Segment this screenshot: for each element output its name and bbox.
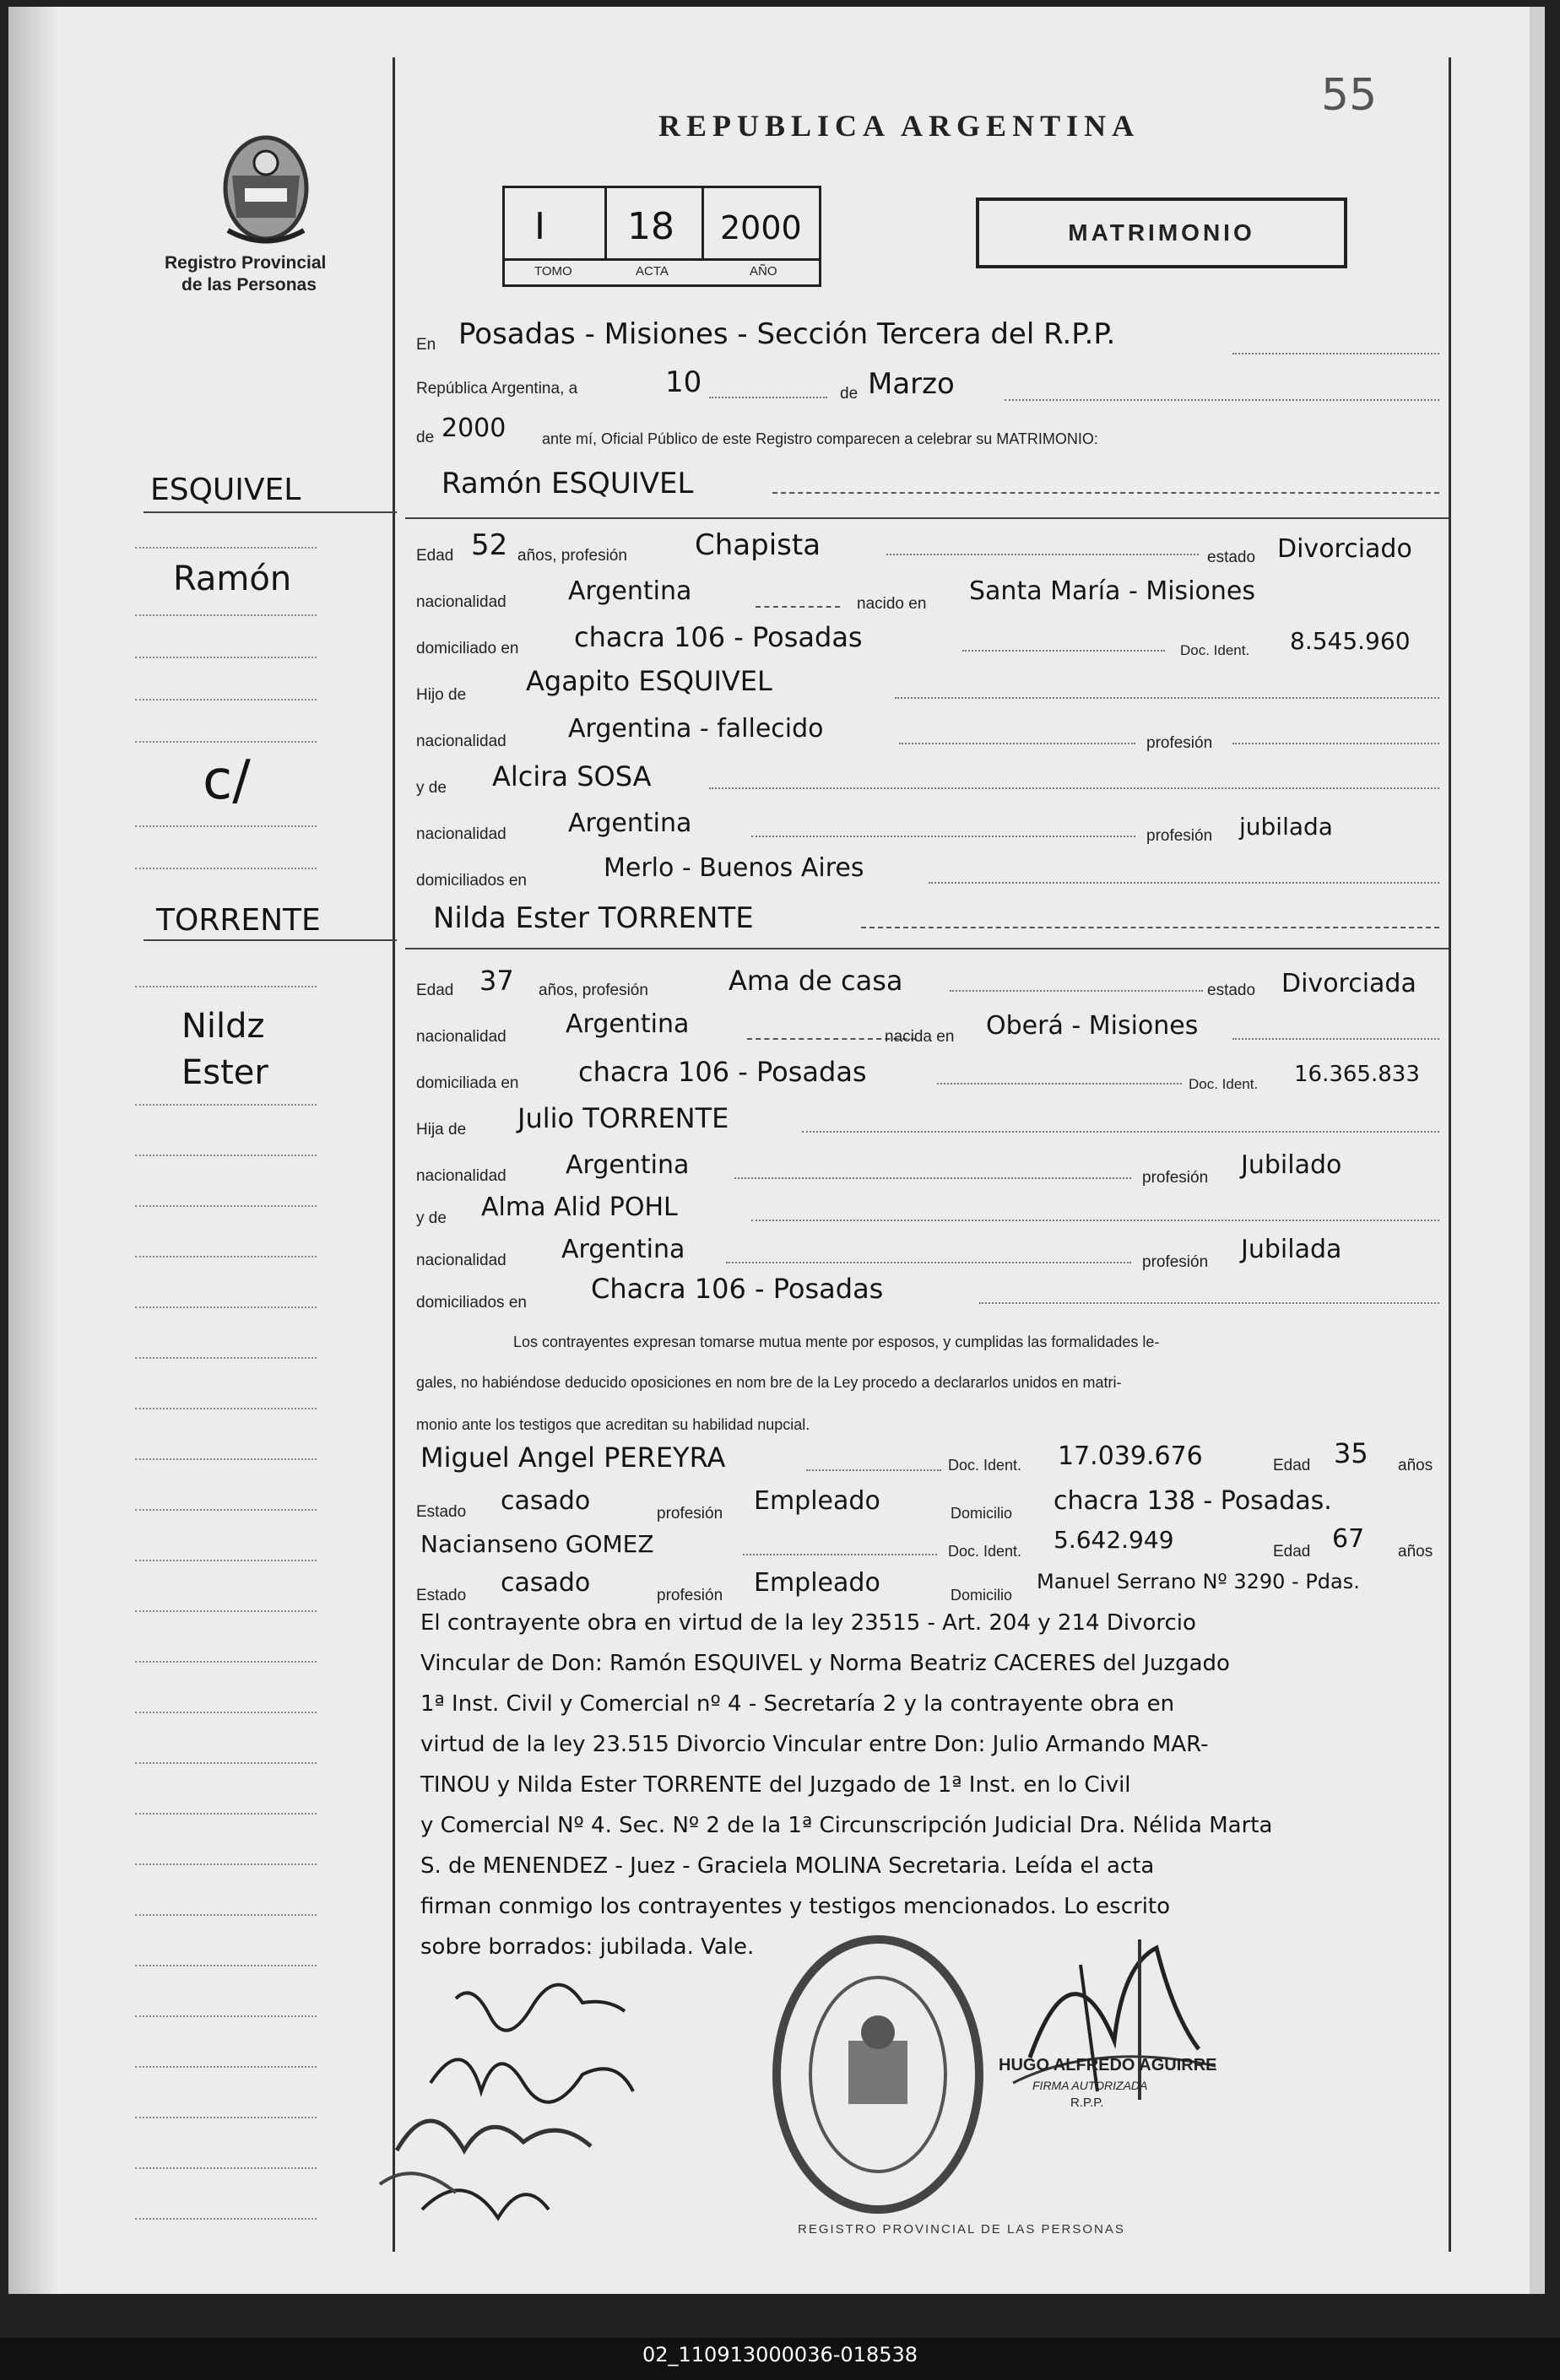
margin-dotted-line bbox=[135, 1712, 317, 1713]
doc-label: Doc. Ident. bbox=[948, 1543, 1022, 1560]
margin-dotted-line bbox=[135, 1610, 317, 1612]
margin-dotted-line bbox=[135, 741, 317, 743]
groom-father: Agapito ESQUIVEL bbox=[526, 665, 772, 697]
acta-label: ACTA bbox=[636, 264, 669, 279]
registry-stamp-icon bbox=[768, 1931, 988, 2218]
note-line: virtud de la ley 23.515 Divorcio Vincular entre Don: Julio Armando MAR- bbox=[420, 1732, 1209, 1757]
profession-label: profesión bbox=[657, 1587, 723, 1604]
groom-parents-domicile: Merlo - Buenos Aires bbox=[604, 853, 864, 883]
note-line: y Comercial Nº 4. Sec. Nº 2 de la 1ª Circunscripción Judicial Dra. Nélida Marta bbox=[420, 1813, 1273, 1838]
country-title: REPUBLICA ARGENTINA bbox=[658, 109, 1140, 143]
bride-mother: Alma Alid POHL bbox=[481, 1193, 678, 1222]
parents-domicile-label: domiciliados en bbox=[416, 872, 527, 890]
bride-edad-label: Edad bbox=[416, 982, 454, 999]
groom-domicile: chacra 106 - Posadas bbox=[574, 621, 863, 653]
note-line: S. de MENENDEZ - Juez - Graciela MOLINA Secretaria. Leída el acta bbox=[420, 1853, 1155, 1879]
margin-underline bbox=[144, 939, 397, 941]
margin-dotted-line bbox=[135, 986, 317, 987]
margin-separator: c/ bbox=[203, 749, 251, 812]
bride-estado-label: estado bbox=[1207, 982, 1256, 999]
bride-full-name: Nilda Ester TORRENTE bbox=[433, 901, 754, 935]
file-id: 02_110913000036-018538 bbox=[642, 2343, 918, 2366]
nationality-label: nacionalidad bbox=[416, 1167, 506, 1185]
domicilio-label: Domicilio bbox=[951, 1505, 1013, 1522]
margin-dotted-line bbox=[135, 1813, 317, 1815]
note-line: firman conmigo los contrayentes y testigos mencionados. Lo escrito bbox=[420, 1894, 1171, 1919]
en-label: En bbox=[416, 336, 436, 354]
fill-line bbox=[806, 1469, 941, 1471]
margin-bride-name1: Nildz bbox=[181, 1007, 265, 1046]
margin-dotted-line bbox=[135, 825, 317, 827]
margin-dotted-line bbox=[135, 2066, 317, 2068]
witness1-doc: 17.039.676 bbox=[1058, 1442, 1203, 1471]
hija-label: Hija de bbox=[416, 1121, 467, 1139]
registry-name-line1: Registro Provincial bbox=[165, 253, 327, 273]
nationality-label: nacionalidad bbox=[416, 825, 506, 843]
groom-estado-label: estado bbox=[1207, 549, 1256, 566]
year: 2000 bbox=[441, 414, 506, 443]
fill-line bbox=[1232, 353, 1439, 354]
parents-domicile-label: domiciliados en bbox=[416, 1294, 527, 1312]
margin-dotted-line bbox=[135, 1256, 317, 1258]
margin-dotted-line bbox=[135, 2167, 317, 2169]
witness2-profession: Empleado bbox=[754, 1568, 880, 1598]
stamp-text: REGISTRO PROVINCIAL DE LAS PERSONAS bbox=[798, 2222, 1125, 2237]
witness1-domicile: chacra 138 - Posadas. bbox=[1054, 1486, 1332, 1516]
margin-dotted-line bbox=[135, 1458, 317, 1460]
nationality-label: nacionalidad bbox=[416, 593, 506, 611]
margin-dotted-line bbox=[135, 1965, 317, 1966]
margin-dotted-line bbox=[135, 657, 317, 658]
ano-value: 2000 bbox=[720, 209, 802, 246]
domicile-label: domiciliada en bbox=[416, 1074, 519, 1092]
witness1-profession: Empleado bbox=[754, 1486, 880, 1516]
groom-nationality: Argentina bbox=[568, 576, 692, 606]
y-de-label: y de bbox=[416, 779, 447, 797]
de-label: de bbox=[840, 385, 859, 403]
note-line: Vincular de Don: Ramón ESQUIVEL y Norma Beatriz CACERES del Juzgado bbox=[420, 1651, 1230, 1676]
note-line: El contrayente obra en virtud de la ley 23515 - Art. 204 y 214 Divorcio bbox=[420, 1610, 1196, 1636]
ano-label: AÑO bbox=[750, 264, 777, 279]
margin-dotted-line bbox=[135, 1306, 317, 1308]
anos-label: años bbox=[1398, 1457, 1433, 1474]
fill-line bbox=[886, 554, 1199, 555]
witness2-domicile: Manuel Serrano Nº 3290 - Pdas. bbox=[1037, 1570, 1360, 1593]
profession-label: profesión bbox=[657, 1505, 723, 1523]
margin-dotted-line bbox=[135, 699, 317, 700]
fill-line bbox=[734, 1177, 1131, 1179]
fill-line bbox=[937, 1083, 1182, 1085]
declaration-line3: monio ante los testigos que acreditan su habilidad nupcial. bbox=[416, 1416, 810, 1433]
record-number-box bbox=[502, 186, 821, 287]
note-line: 1ª Inst. Civil y Comercial nº 4 - Secretaría 2 y la contrayente obra en bbox=[420, 1691, 1175, 1717]
note-line: TINOU y Nilda Ester TORRENTE del Juzgado de 1ª Inst. en lo Civil bbox=[420, 1772, 1131, 1798]
witness2-name: Nacianseno GOMEZ bbox=[420, 1530, 654, 1558]
fill-line bbox=[861, 927, 1439, 928]
fill-line bbox=[950, 990, 1203, 992]
margin-dotted-line bbox=[135, 1104, 317, 1106]
fill-line bbox=[726, 1262, 1131, 1263]
bride-mother-nationality: Argentina bbox=[561, 1235, 685, 1264]
statement: ante mí, Oficial Público de este Registro comparecen a celebrar su MATRIMONIO: bbox=[542, 430, 1098, 447]
profession-label: profesión bbox=[1146, 827, 1213, 845]
margin-dotted-line bbox=[135, 1762, 317, 1764]
official-signature-image bbox=[979, 1914, 1232, 2134]
estado-label: Estado bbox=[416, 1503, 467, 1521]
bride-father-nationality: Argentina bbox=[566, 1150, 690, 1180]
witness2-estado: casado bbox=[501, 1568, 591, 1598]
fill-line bbox=[899, 743, 1135, 744]
fill-line bbox=[772, 492, 1439, 494]
margin-dotted-line bbox=[135, 1509, 317, 1511]
official-org: R.P.P. bbox=[1070, 2096, 1104, 2110]
margin-dotted-line bbox=[135, 1560, 317, 1561]
note-line: sobre borrados: jubilada. Vale. bbox=[420, 1934, 755, 1960]
fill-line bbox=[895, 697, 1439, 699]
bride-doc: 16.365.833 bbox=[1294, 1062, 1420, 1087]
page-number: 55 bbox=[1321, 70, 1378, 121]
registry-name-line2: de las Personas bbox=[181, 275, 317, 295]
bride-father-profession: Jubilado bbox=[1241, 1150, 1342, 1180]
fill-line bbox=[709, 397, 827, 398]
signatures-image bbox=[363, 1965, 718, 2243]
fill-line bbox=[1232, 1038, 1439, 1040]
groom-full-name: Ramón ESQUIVEL bbox=[441, 467, 694, 500]
edad-label: Edad bbox=[1273, 1543, 1311, 1561]
bride-domicile: chacra 106 - Posadas bbox=[578, 1056, 867, 1088]
margin-dotted-line bbox=[135, 2218, 317, 2220]
section-divider bbox=[405, 517, 1449, 519]
y-de-label: y de bbox=[416, 1209, 447, 1227]
bride-estado: Divorciada bbox=[1281, 969, 1416, 998]
profession-label: profesión bbox=[1142, 1253, 1209, 1271]
doc-label: Doc. Ident. bbox=[1180, 642, 1250, 658]
margin-dotted-line bbox=[135, 2117, 317, 2118]
margin-dotted-line bbox=[135, 614, 317, 616]
margin-rule bbox=[393, 57, 395, 2252]
coat-of-arms-icon bbox=[207, 125, 325, 252]
margin-dotted-line bbox=[135, 1914, 317, 1916]
official-title: FIRMA AUTORIZADA bbox=[1032, 2079, 1148, 2092]
registry-page bbox=[8, 7, 1545, 2294]
groom-profession: Chapista bbox=[695, 528, 821, 562]
fill-line bbox=[1232, 743, 1439, 744]
fill-line bbox=[743, 1554, 937, 1555]
witness1-age: 35 bbox=[1334, 1437, 1368, 1469]
bride-birthplace: Oberá - Misiones bbox=[986, 1011, 1199, 1041]
declaration-line1: Los contrayentes expresan tomarse mutua mente por esposos, y cumplidas las formalidades le- bbox=[513, 1333, 1160, 1350]
margin-dotted-line bbox=[135, 2015, 317, 2017]
document-type: MATRIMONIO bbox=[1068, 219, 1255, 246]
margin-underline bbox=[144, 511, 397, 513]
margin-dotted-line bbox=[135, 1205, 317, 1207]
anos-label: años bbox=[1398, 1543, 1433, 1561]
bride-age: 37 bbox=[479, 965, 514, 997]
bride-profesion-label: años, profesión bbox=[539, 982, 648, 999]
page-shadow bbox=[8, 7, 59, 2294]
margin-dotted-line bbox=[135, 1661, 317, 1663]
groom-mother-nationality: Argentina bbox=[568, 809, 692, 838]
bride-parents-domicile: Chacra 106 - Posadas bbox=[591, 1273, 884, 1305]
doc-label: Doc. Ident. bbox=[1189, 1076, 1259, 1092]
acta-value: 18 bbox=[627, 205, 674, 248]
bride-father: Julio TORRENTE bbox=[517, 1102, 729, 1134]
bride-profession: Ama de casa bbox=[729, 965, 903, 997]
fill-line bbox=[929, 882, 1439, 884]
groom-age: 52 bbox=[471, 528, 508, 562]
month: Marzo bbox=[868, 367, 955, 401]
groom-edad-label: Edad bbox=[416, 547, 454, 565]
margin-dotted-line bbox=[135, 1357, 317, 1359]
fill-line bbox=[709, 787, 1439, 789]
estado-label: Estado bbox=[416, 1587, 467, 1604]
margin-dotted-line bbox=[135, 868, 317, 869]
witness1-estado: casado bbox=[501, 1486, 591, 1516]
doc-label: Doc. Ident. bbox=[948, 1457, 1022, 1474]
domicilio-label: Domicilio bbox=[951, 1587, 1013, 1604]
groom-birthplace: Santa María - Misiones bbox=[969, 576, 1255, 606]
tomo-label: TOMO bbox=[534, 264, 572, 279]
margin-dotted-line bbox=[135, 1863, 317, 1865]
fill-line bbox=[979, 1302, 1439, 1304]
groom-father-nationality: Argentina - fallecido bbox=[568, 714, 824, 744]
official-name: HUGO ALFREDO AGUIRRE bbox=[999, 2056, 1217, 2074]
declaration-line2: gales, no habiéndose deducido oposiciones en nom bre de la Ley procedo a declararlos unidos en matri- bbox=[416, 1374, 1122, 1391]
right-rule bbox=[1449, 57, 1451, 2252]
groom-mother: Alcira SOSA bbox=[492, 760, 652, 792]
margin-dotted-line bbox=[135, 1408, 317, 1409]
bride-nacida-label: nacida en bbox=[885, 1028, 955, 1046]
margin-dotted-line bbox=[135, 1155, 317, 1156]
witness2-doc: 5.642.949 bbox=[1054, 1526, 1174, 1554]
nationality-label: nacionalidad bbox=[416, 1252, 506, 1269]
groom-mother-profession: jubilada bbox=[1239, 813, 1333, 841]
edad-label: Edad bbox=[1273, 1457, 1311, 1474]
fill-line bbox=[962, 650, 1165, 652]
profession-label: profesión bbox=[1146, 734, 1213, 752]
tomo-value: I bbox=[534, 205, 545, 248]
bride-mother-profession: Jubilada bbox=[1241, 1235, 1342, 1264]
section-divider bbox=[405, 948, 1449, 949]
year-prefix-label: de bbox=[416, 429, 435, 446]
fill-line bbox=[751, 1220, 1439, 1221]
fill-line bbox=[751, 836, 1135, 837]
witness2-age: 67 bbox=[1332, 1524, 1365, 1554]
margin-dotted-line bbox=[135, 547, 317, 549]
bride-nationality: Argentina bbox=[566, 1009, 690, 1039]
fill-line bbox=[1005, 399, 1439, 401]
margin-bride-name2: Ester bbox=[181, 1053, 268, 1092]
day: 10 bbox=[665, 365, 702, 399]
groom-doc: 8.545.960 bbox=[1290, 627, 1411, 655]
fill-line bbox=[756, 606, 840, 608]
margin-groom-name: Ramón bbox=[173, 560, 292, 598]
domicile-label: domiciliado en bbox=[416, 640, 519, 657]
profession-label: profesión bbox=[1142, 1169, 1209, 1187]
groom-profesion-label: años, profesión bbox=[517, 547, 627, 565]
fill-line bbox=[802, 1131, 1439, 1133]
place: Posadas - Misiones - Sección Tercera del R.P.P. bbox=[458, 317, 1116, 351]
hijo-label: Hijo de bbox=[416, 686, 467, 704]
margin-bride-surname: TORRENTE bbox=[156, 903, 321, 938]
margin-groom-surname: ESQUIVEL bbox=[150, 473, 301, 507]
nationality-label: nacionalidad bbox=[416, 1028, 506, 1046]
document-type-box bbox=[976, 197, 1347, 268]
groom-nacido-label: nacido en bbox=[857, 595, 927, 613]
groom-estado: Divorciado bbox=[1277, 534, 1412, 564]
witness1-name: Miguel Angel PEREYRA bbox=[420, 1442, 726, 1474]
republica-label: República Argentina, a bbox=[416, 380, 578, 398]
nationality-label: nacionalidad bbox=[416, 733, 506, 750]
